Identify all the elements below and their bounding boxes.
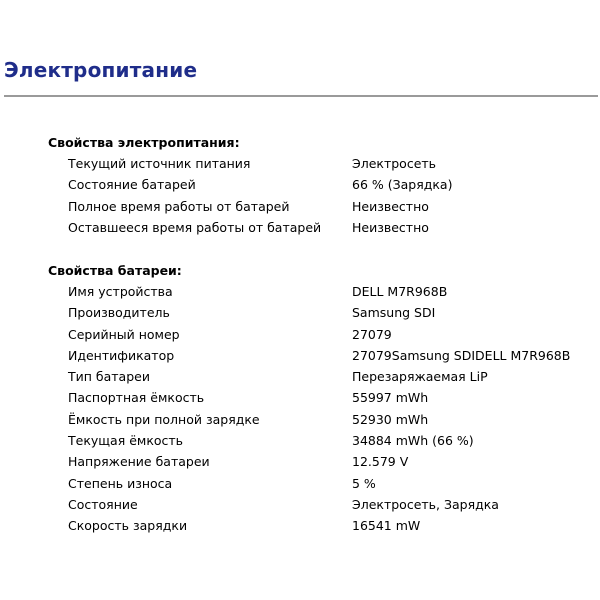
property-row-power-source[interactable]: [48, 153, 600, 174]
property-row-full-runtime[interactable]: [48, 196, 600, 217]
property-row-device-name[interactable]: [48, 281, 600, 302]
property-label: Напряжение батареи: [68, 454, 210, 470]
property-value: Перезаряжаемая LiP: [352, 369, 488, 385]
property-value: 27079: [352, 326, 392, 342]
property-row-identifier[interactable]: [48, 345, 600, 366]
property-row-current-capacity[interactable]: [48, 430, 600, 451]
property-row-state[interactable]: [48, 494, 600, 515]
property-label: Степень износа: [68, 475, 173, 491]
property-value: 16541 mW: [352, 518, 421, 534]
property-label: Тип батареи: [68, 369, 150, 385]
property-label: Текущая ёмкость: [68, 433, 184, 449]
property-label: Полное время работы от батарей: [68, 198, 290, 214]
property-row-battery-status[interactable]: [48, 174, 600, 195]
property-value: 55997 mWh: [352, 390, 429, 406]
property-label: Состояние батарей: [68, 177, 196, 193]
property-label: Скорость зарядки: [68, 518, 188, 534]
battery-properties-section: [48, 261, 600, 537]
property-value: 5 %: [352, 475, 376, 491]
property-value: 52930 mWh: [352, 411, 429, 427]
power-properties-header: Свойства электропитания:: [48, 135, 240, 150]
property-row-wear-level[interactable]: [48, 473, 600, 494]
property-value: Samsung SDI: [352, 305, 436, 321]
property-value: 27079Samsung SDIDELL M7R968B: [352, 347, 571, 363]
property-row-full-charge-capacity[interactable]: [48, 409, 600, 430]
page-title: Электропитание: [4, 58, 198, 82]
property-row-charge-rate[interactable]: [48, 515, 600, 536]
property-value: DELL M7R968B: [352, 284, 448, 299]
property-row-serial-number[interactable]: [48, 324, 600, 345]
property-row-design-capacity[interactable]: [48, 387, 600, 408]
property-label: Оставшееся время работы от батарей: [68, 219, 322, 235]
property-row-manufacturer[interactable]: [48, 302, 600, 323]
title-divider: [4, 95, 598, 97]
property-label: Имя устройства: [68, 284, 173, 299]
property-label: Идентификатор: [68, 347, 175, 363]
property-row-remaining-runtime[interactable]: [48, 217, 600, 238]
property-row-battery-type[interactable]: [48, 366, 600, 387]
property-value: 66 % (Зарядка): [352, 177, 453, 193]
property-label: Состояние: [68, 496, 138, 512]
property-label: Производитель: [68, 305, 170, 321]
battery-properties-header: Свойства батареи:: [48, 263, 182, 278]
property-value: Электросеть: [352, 156, 437, 171]
power-properties-section: [48, 133, 600, 238]
property-label: Текущий источник питания: [68, 156, 251, 171]
property-value: 12.579 V: [352, 454, 409, 470]
property-label: Ёмкость при полной зарядке: [68, 411, 260, 427]
property-label: Серийный номер: [68, 326, 180, 342]
property-row-battery-voltage[interactable]: [48, 451, 600, 472]
property-value: Неизвестно: [352, 198, 429, 214]
property-value: Неизвестно: [352, 219, 429, 235]
property-label: Паспортная ёмкость: [68, 390, 205, 406]
property-value: Электросеть, Зарядка: [352, 496, 499, 512]
property-value: 34884 mWh (66 %): [352, 433, 474, 449]
